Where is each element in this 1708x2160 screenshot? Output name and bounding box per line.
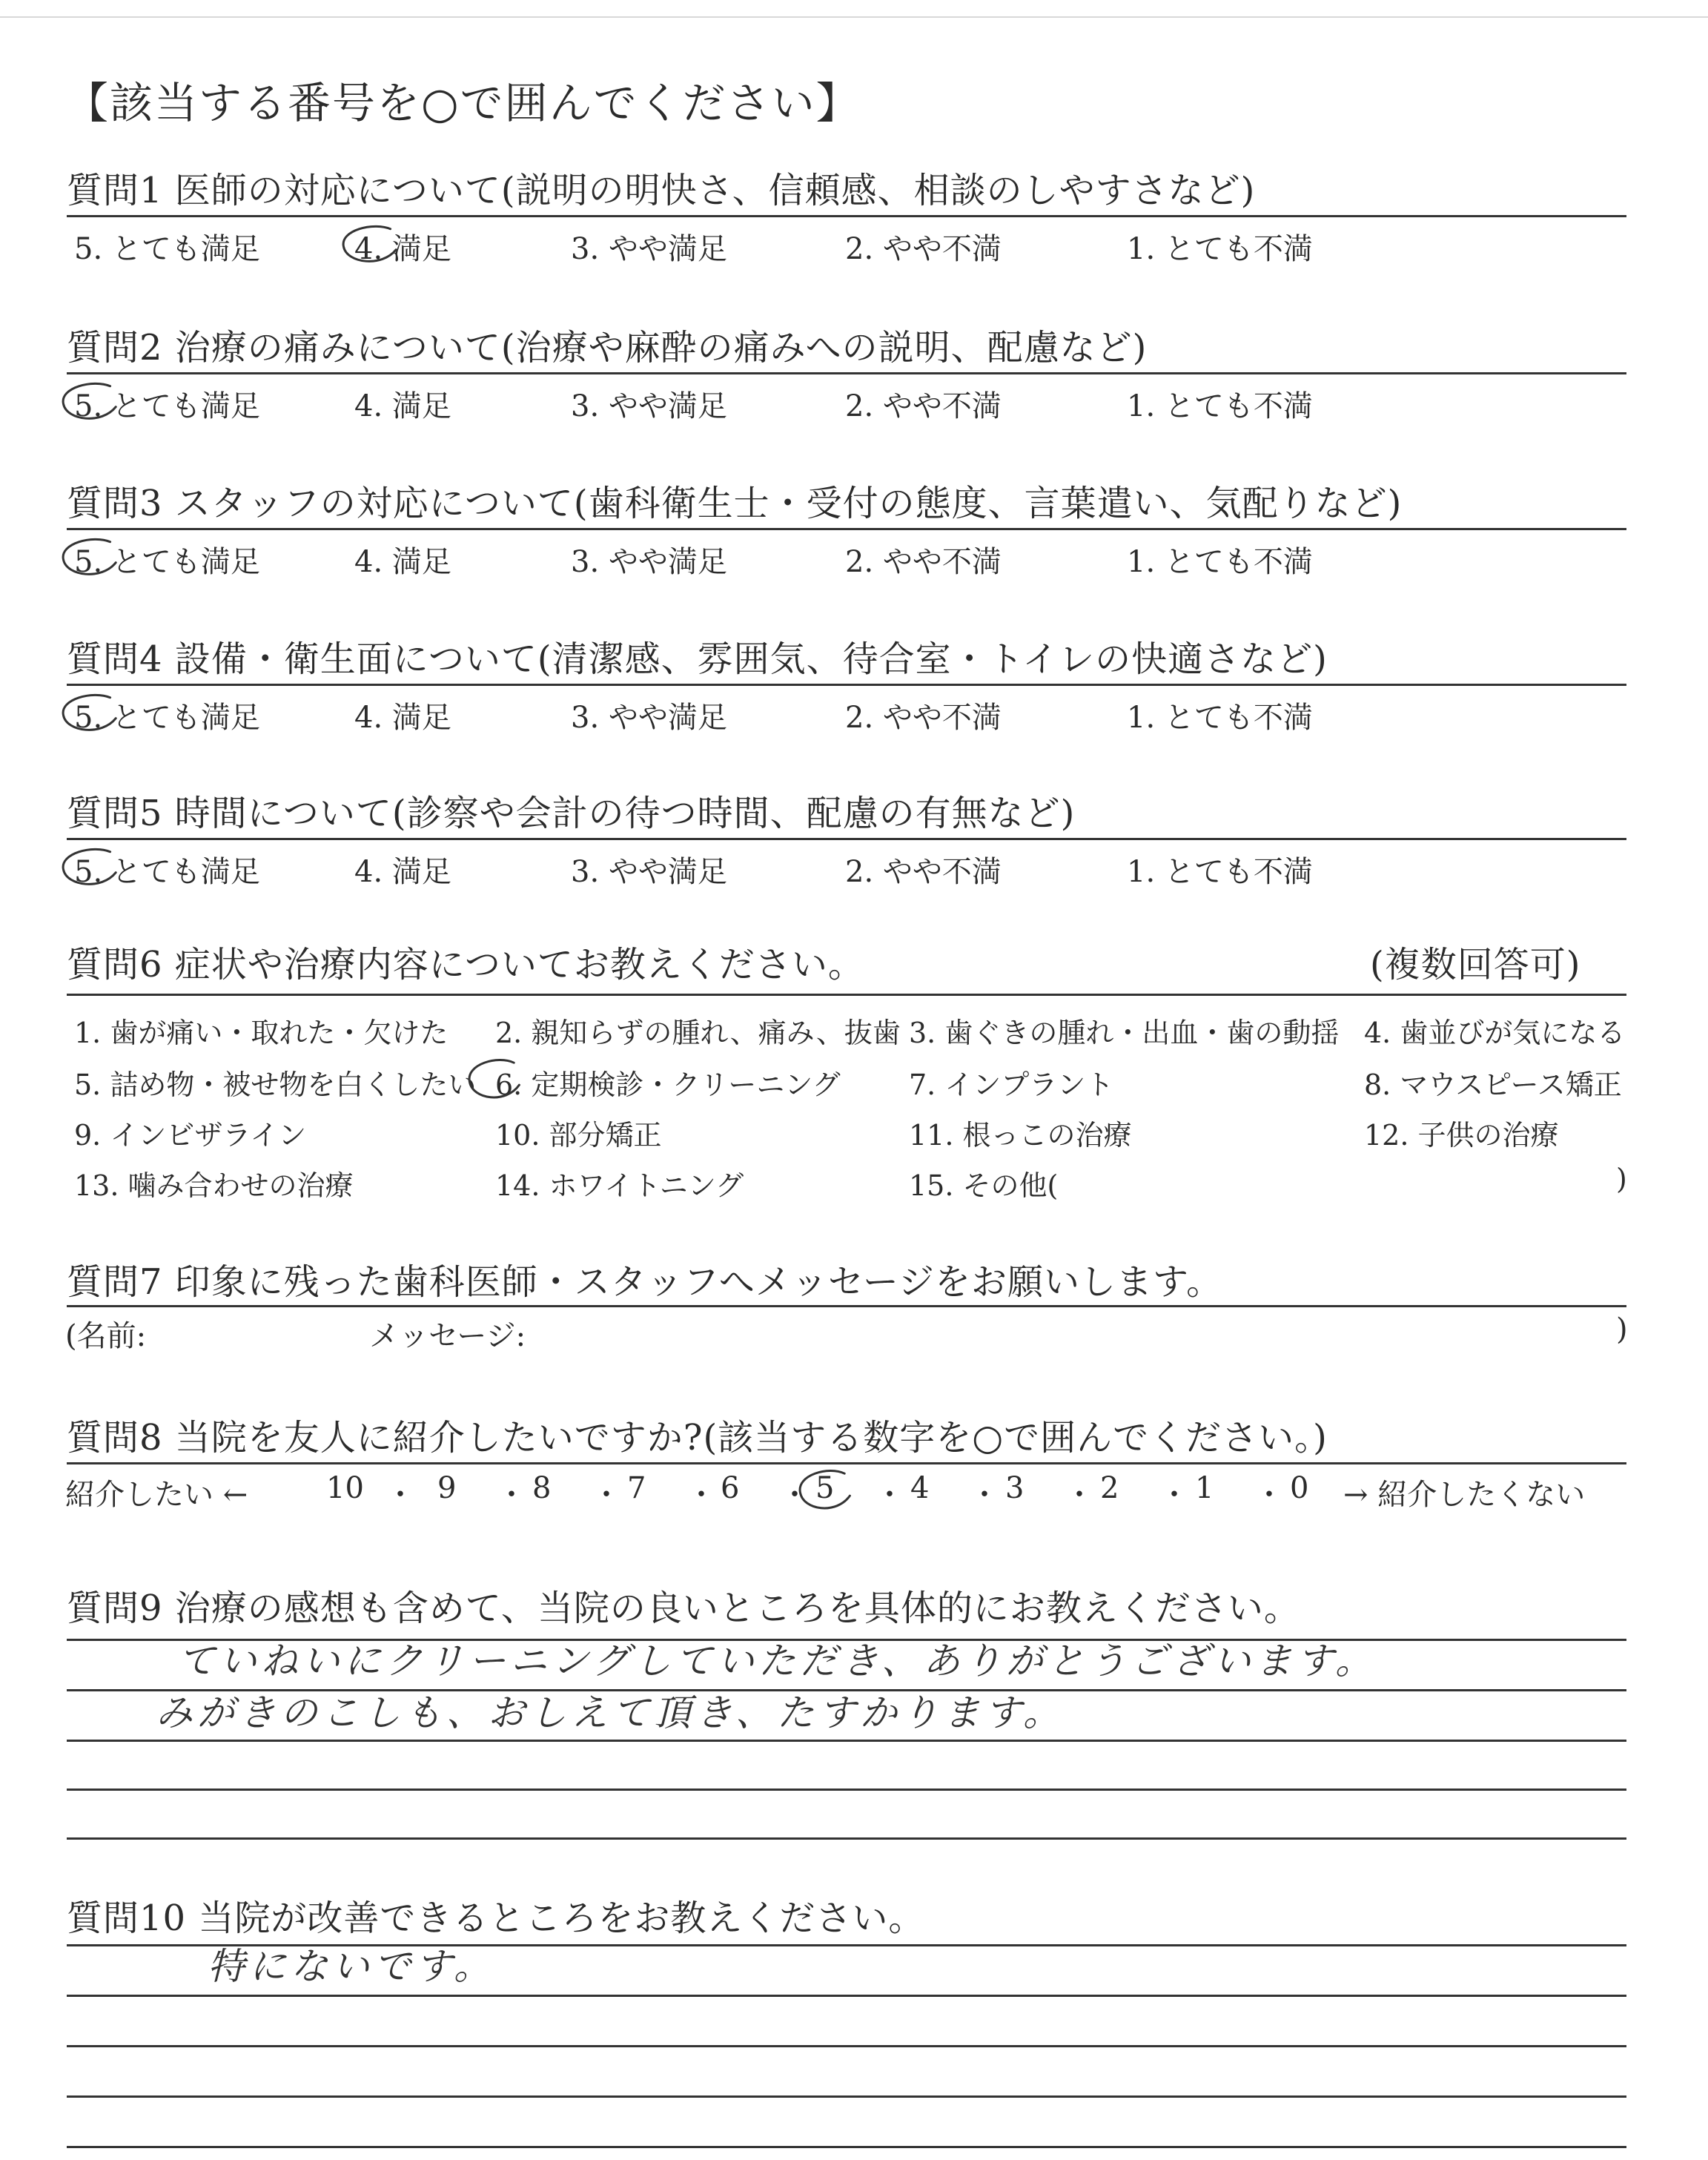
q8-separator-dot: ・ xyxy=(780,1478,810,1512)
q2-option-1: 1. とても不満 xyxy=(1127,389,1313,423)
q8-scale-10: 10 xyxy=(326,1471,364,1505)
q8-separator-dot: ・ xyxy=(1159,1478,1189,1512)
q8-scale-0: 0 xyxy=(1290,1471,1309,1505)
q1-option-5: 5. とても満足 xyxy=(74,232,260,266)
q3-option-4: 4. 満足 xyxy=(354,545,451,579)
q6-option-3: 3. 歯ぐきの腫れ・出血・歯の動揺 xyxy=(909,1017,1340,1049)
q2-option-2: 2. やや不満 xyxy=(845,389,1002,423)
q6-option-8: 8. マウスピース矯正 xyxy=(1364,1069,1622,1101)
q9-rule-4 xyxy=(67,1789,1626,1791)
q6-option-7: 7. インプラント xyxy=(909,1069,1114,1101)
q6-option-2: 2. 親知らずの腫れ、痛み、抜歯 xyxy=(495,1017,901,1049)
q7-title: 質問7 印象に残った歯科医師・スタッフへメッセージをお願いします。 xyxy=(67,1261,1223,1303)
q1-hand-circle xyxy=(335,217,406,273)
q1-option-2: 2. やや不満 xyxy=(845,232,1002,266)
q1-option-4: 4. 満足 xyxy=(354,232,451,266)
q8-scale-1: 1 xyxy=(1195,1471,1214,1505)
q9-rule-3 xyxy=(67,1740,1626,1742)
q8-separator-dot: ・ xyxy=(1065,1478,1094,1512)
q6-option-13: 13. 噛み合わせの治療 xyxy=(74,1169,354,1202)
q6-option-16: ) xyxy=(1616,1163,1627,1195)
q3-option-3: 3. やや満足 xyxy=(571,545,727,579)
q2-hand-circle xyxy=(55,374,126,430)
q8-separator-dot: ・ xyxy=(970,1478,999,1512)
q8-scale-5: 5 xyxy=(815,1471,835,1505)
q5-option-5: 5. とても満足 xyxy=(74,855,260,889)
q2-option-4: 4. 満足 xyxy=(354,389,451,423)
q8-separator-dot: ・ xyxy=(686,1478,716,1512)
q7-rule xyxy=(67,1305,1626,1307)
q10-rule-2 xyxy=(67,1995,1626,1997)
q6-title: 質問6 症状や治療内容についてお教えください。 xyxy=(67,944,864,985)
q6-rule xyxy=(67,994,1626,996)
q3-option-2: 2. やや不満 xyxy=(845,545,1002,579)
q8-separator-dot: ・ xyxy=(497,1478,526,1512)
q5-option-3: 3. やや満足 xyxy=(571,855,727,889)
q8-separator-dot: ・ xyxy=(385,1478,415,1512)
form-heading: 【該当する番号を○で囲んでください】 xyxy=(65,78,861,128)
q6-option-6: 6. 定期検診・クリーニング xyxy=(495,1069,841,1101)
q3-option-1: 1. とても不満 xyxy=(1127,545,1313,579)
q6-option-12: 12. 子供の治療 xyxy=(1364,1119,1559,1152)
q2-option-5: 5. とても満足 xyxy=(74,389,260,423)
q1-option-1: 1. とても不満 xyxy=(1127,232,1313,266)
q6-option-5: 5. 詰め物・被せ物を白くしたい xyxy=(74,1069,477,1101)
q5-rule xyxy=(67,838,1626,840)
q7-close-paren: ) xyxy=(1616,1312,1628,1347)
q8-scale-4: 4 xyxy=(910,1471,930,1505)
q9-answer-line-1: ていねいにクリーニングしていただき、ありがとうございます。 xyxy=(178,1639,1377,1682)
q8-right-label: → 紹介したくない xyxy=(1343,1478,1586,1512)
q3-hand-circle xyxy=(55,529,126,586)
q8-separator-dot: ・ xyxy=(875,1478,904,1512)
q6-option-14: 14. ホワイトニング xyxy=(495,1169,744,1202)
q7-name-label: (名前: xyxy=(65,1319,147,1353)
q8-title: 質問8 当院を友人に紹介したいですか?(該当する数字を○で囲んでください。) xyxy=(67,1417,1328,1459)
scan-edge-line xyxy=(0,16,1708,18)
q1-title: 質問1 医師の対応について(説明の明快さ、信頼感、相談のしやすさなど) xyxy=(67,170,1256,211)
q8-scale-3: 3 xyxy=(1005,1471,1025,1505)
q10-title: 質問10 当院が改善できるところをお教えください。 xyxy=(67,1898,925,1939)
q8-scale-9: 9 xyxy=(437,1471,457,1505)
q6-option-10: 10. 部分矯正 xyxy=(495,1119,662,1152)
q6-option-11: 11. 根っこの治療 xyxy=(909,1119,1132,1152)
q6-option-1: 1. 歯が痛い・取れた・欠けた xyxy=(74,1017,448,1049)
q8-hand-circle xyxy=(792,1461,860,1520)
q6-option-15: 15. その他( xyxy=(909,1169,1059,1202)
q3-option-5: 5. とても満足 xyxy=(74,545,260,579)
q5-title: 質問5 時間について(診察や会計の待つ時間、配慮の有無など) xyxy=(67,793,1076,834)
q10-rule-4 xyxy=(67,2095,1626,2098)
q6-note: (複数回答可) xyxy=(1370,944,1581,985)
q10-rule-3 xyxy=(67,2045,1626,2047)
q5-hand-circle xyxy=(55,839,126,896)
q8-scale-8: 8 xyxy=(532,1471,552,1505)
q9-rule-5 xyxy=(67,1837,1626,1840)
q7-message-label: メッセージ: xyxy=(369,1319,526,1353)
q8-scale-7: 7 xyxy=(627,1471,646,1505)
q10-answer-line-1: 特にないです。 xyxy=(208,1945,495,1988)
q4-option-4: 4. 満足 xyxy=(354,701,451,735)
q4-hand-circle xyxy=(55,685,126,742)
q9-answer-line-2: みがきのこしも、おしえて頂き、たすかります。 xyxy=(156,1691,1065,1734)
q1-option-3: 3. やや満足 xyxy=(571,232,727,266)
q4-option-5: 5. とても満足 xyxy=(74,701,260,735)
q4-title: 質問4 設備・衛生面について(清潔感、雰囲気、待合室・トイレの快適さなど) xyxy=(67,638,1328,680)
q2-title: 質問2 治療の痛みについて(治療や麻酔の痛みへの説明、配慮など) xyxy=(67,327,1148,369)
q8-separator-dot: ・ xyxy=(1254,1478,1284,1512)
q8-left-label: 紹介したい ← xyxy=(65,1478,248,1512)
q5-option-4: 4. 満足 xyxy=(354,855,451,889)
q1-rule xyxy=(67,215,1626,217)
q4-option-1: 1. とても不満 xyxy=(1127,701,1313,735)
q4-rule xyxy=(67,684,1626,686)
q5-option-1: 1. とても不満 xyxy=(1127,855,1313,889)
q2-option-3: 3. やや満足 xyxy=(571,389,727,423)
q8-separator-dot: ・ xyxy=(592,1478,621,1512)
q10-rule-5 xyxy=(67,2146,1626,2148)
q3-rule xyxy=(67,528,1626,530)
q4-option-3: 3. やや満足 xyxy=(571,701,727,735)
q2-rule xyxy=(67,372,1626,374)
q9-title: 質問9 治療の感想も含めて、当院の良いところを具体的にお教えください。 xyxy=(67,1588,1300,1629)
q6-option-4: 4. 歯並びが気になる xyxy=(1364,1017,1626,1049)
q8-scale-2: 2 xyxy=(1100,1471,1119,1505)
q8-scale-6: 6 xyxy=(721,1471,740,1505)
q6-hand-circle xyxy=(461,1050,529,1109)
q6-option-9: 9. インビザライン xyxy=(74,1119,307,1152)
q4-option-2: 2. やや不満 xyxy=(845,701,1002,735)
q5-option-2: 2. やや不満 xyxy=(845,855,1002,889)
q3-title: 質問3 スタッフの対応について(歯科衛生士・受付の態度、言葉遣い、気配りなど) xyxy=(67,483,1403,524)
